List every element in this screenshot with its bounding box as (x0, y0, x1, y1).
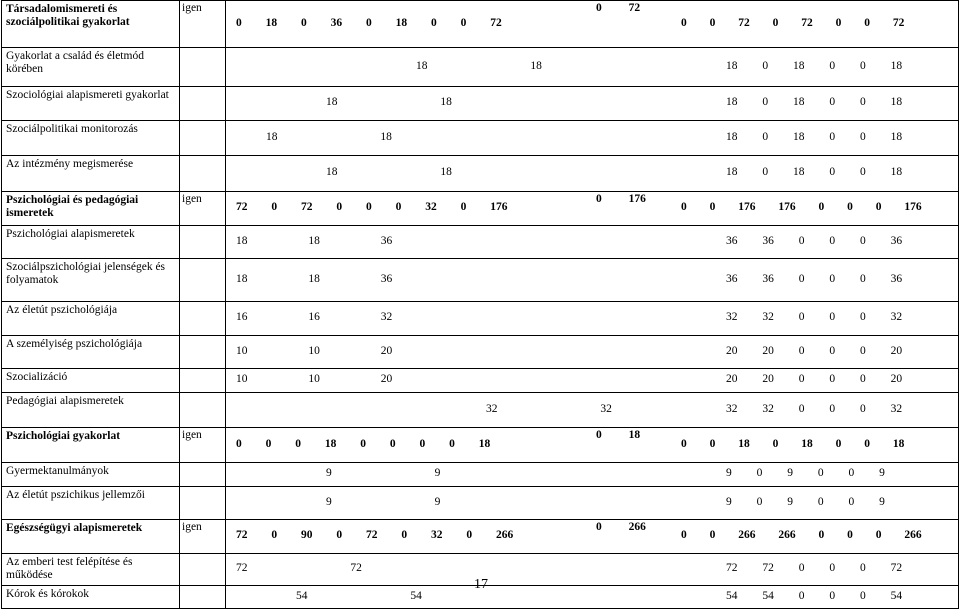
row-values (226, 463, 959, 487)
row-label: Pszichológiai és pedagógiai ismeretek (2, 192, 180, 226)
table-row (2, 87, 959, 121)
row-values (226, 369, 959, 393)
row-values-left: 72 0 90 0 72 0 32 0 266 (236, 529, 514, 541)
row-flag (180, 586, 226, 609)
row-values-right: 72 72 0 0 0 72 (726, 562, 903, 574)
row-values-right: 32 32 0 0 0 32 (726, 403, 903, 415)
row-values-left: 0 18 0 36 0 18 0 0 72 (236, 17, 502, 29)
row-flag: igen (180, 1, 226, 48)
row-label: Az intézmény megismerése (2, 156, 180, 192)
table-row (2, 121, 959, 156)
row-label: Szocializáció (2, 369, 180, 393)
table-row (2, 463, 959, 487)
row-values (226, 48, 959, 87)
row-values-right: 36 36 0 0 0 36 (726, 273, 903, 285)
row-values (226, 121, 959, 156)
row-flag (180, 463, 226, 487)
row-values-left: 9 9 (326, 496, 441, 508)
row-values (226, 1, 959, 48)
row-label: Szociálpolitikai monitorozás (2, 121, 180, 156)
row-label: Pedagógiai alapismeretek (2, 393, 180, 428)
row-values-left: 72 72 (236, 562, 362, 574)
row-label: Egészségügyi alapismeretek (2, 520, 180, 554)
row-values-left: 18 18 36 (236, 235, 393, 247)
row-values-right: 18 0 18 0 0 18 (726, 166, 903, 178)
row-values (226, 302, 959, 336)
row-flag (180, 156, 226, 192)
table-row (2, 393, 959, 428)
row-values-right: 18 0 18 0 0 18 (726, 96, 903, 108)
curriculum-hours-table (1, 0, 959, 609)
row-values-left: 18 18 (416, 60, 542, 72)
row-values-left: 9 9 (326, 467, 441, 479)
table-row (2, 428, 959, 463)
row-values (226, 393, 959, 428)
row-values-right: 0 0 176 176 0 0 0 176 (681, 201, 922, 213)
page-number: 17 (474, 577, 488, 592)
row-values (226, 156, 959, 192)
row-label: Társadalomismereti és szociálpolitikai gyakorlat (2, 1, 180, 48)
row-values-mid: 0 18 (596, 429, 641, 441)
row-label: Az életút pszichológiája (2, 302, 180, 336)
row-values-mid: 0 176 (596, 193, 646, 205)
table-row (2, 520, 959, 554)
row-label: A személyiség pszichológiája (2, 336, 180, 369)
row-values (226, 487, 959, 520)
table-row (2, 1, 959, 48)
row-values-left: 0 0 0 18 0 0 0 0 18 (236, 438, 491, 450)
row-values-left: 16 16 32 (236, 311, 393, 323)
row-flag: igen (180, 520, 226, 554)
row-label: Pszichológiai gyakorlat (2, 428, 180, 463)
table-row (2, 336, 959, 369)
row-values-left: 10 10 20 (236, 373, 393, 385)
row-values-left: 18 18 (326, 166, 452, 178)
row-values-mid: 0 266 (596, 521, 646, 533)
row-flag (180, 226, 226, 259)
row-values-right: 20 20 0 0 0 20 (726, 373, 903, 385)
row-values (226, 554, 959, 586)
row-values-left: 10 10 20 (236, 345, 393, 357)
row-label: Szociálpszichológiai jelenségek és folyamatok (2, 259, 180, 302)
row-flag (180, 336, 226, 369)
row-label: Szociológiai alapismereti gyakorlat (2, 87, 180, 121)
row-label: Az emberi test felépítése és működése (2, 554, 180, 586)
row-label: Az életút pszichikus jellemzői (2, 487, 180, 520)
row-values (226, 520, 959, 554)
row-values-right: 0 0 266 266 0 0 0 266 (681, 529, 922, 541)
row-values-left: 72 0 72 0 0 0 32 0 176 (236, 201, 508, 213)
row-label: Gyakorlat a család és életmód körében (2, 48, 180, 87)
row-flag (180, 87, 226, 121)
row-values (226, 336, 959, 369)
row-values (226, 192, 959, 226)
row-values-left: 32 32 (486, 403, 612, 415)
row-flag (180, 121, 226, 156)
row-flag: igen (180, 428, 226, 463)
row-values (226, 259, 959, 302)
row-values-right: 32 32 0 0 0 32 (726, 311, 903, 323)
table-row (2, 48, 959, 87)
table-row (2, 302, 959, 336)
row-label: Pszichológiai alapismeretek (2, 226, 180, 259)
table-row (2, 156, 959, 192)
row-flag (180, 393, 226, 428)
row-values-right: 20 20 0 0 0 20 (726, 345, 903, 357)
row-label: Gyermektanulmányok (2, 463, 180, 487)
row-flag (180, 302, 226, 336)
row-values-right: 54 54 0 0 0 54 (726, 590, 903, 602)
row-flag (180, 48, 226, 87)
row-values-right: 18 0 18 0 0 18 (726, 131, 903, 143)
row-flag (180, 259, 226, 302)
row-values-right: 36 36 0 0 0 36 (726, 235, 903, 247)
table-row (2, 369, 959, 393)
table-row (2, 226, 959, 259)
row-values-left: 18 18 (266, 131, 392, 143)
row-values (226, 87, 959, 121)
row-flag: igen (180, 192, 226, 226)
row-values-right: 9 0 9 0 0 9 (726, 467, 885, 479)
row-values (226, 226, 959, 259)
row-values-left: 54 54 (296, 590, 422, 602)
row-values (226, 428, 959, 463)
row-flag (180, 487, 226, 520)
row-values-right: 9 0 9 0 0 9 (726, 496, 885, 508)
row-values-right: 0 0 18 0 18 0 0 18 (681, 438, 905, 450)
table-row (2, 259, 959, 302)
row-values-mid: 0 72 (596, 2, 641, 14)
row-values-right: 18 0 18 0 0 18 (726, 60, 903, 72)
row-label: Kórok és kórokok (2, 586, 180, 609)
row-flag (180, 554, 226, 586)
table-row (2, 487, 959, 520)
row-values-left: 18 18 (326, 96, 452, 108)
row-values-left: 18 18 36 (236, 273, 393, 285)
row-values (226, 586, 959, 609)
table-row (2, 192, 959, 226)
row-values-right: 0 0 72 0 72 0 0 72 (681, 17, 905, 29)
row-flag (180, 369, 226, 393)
